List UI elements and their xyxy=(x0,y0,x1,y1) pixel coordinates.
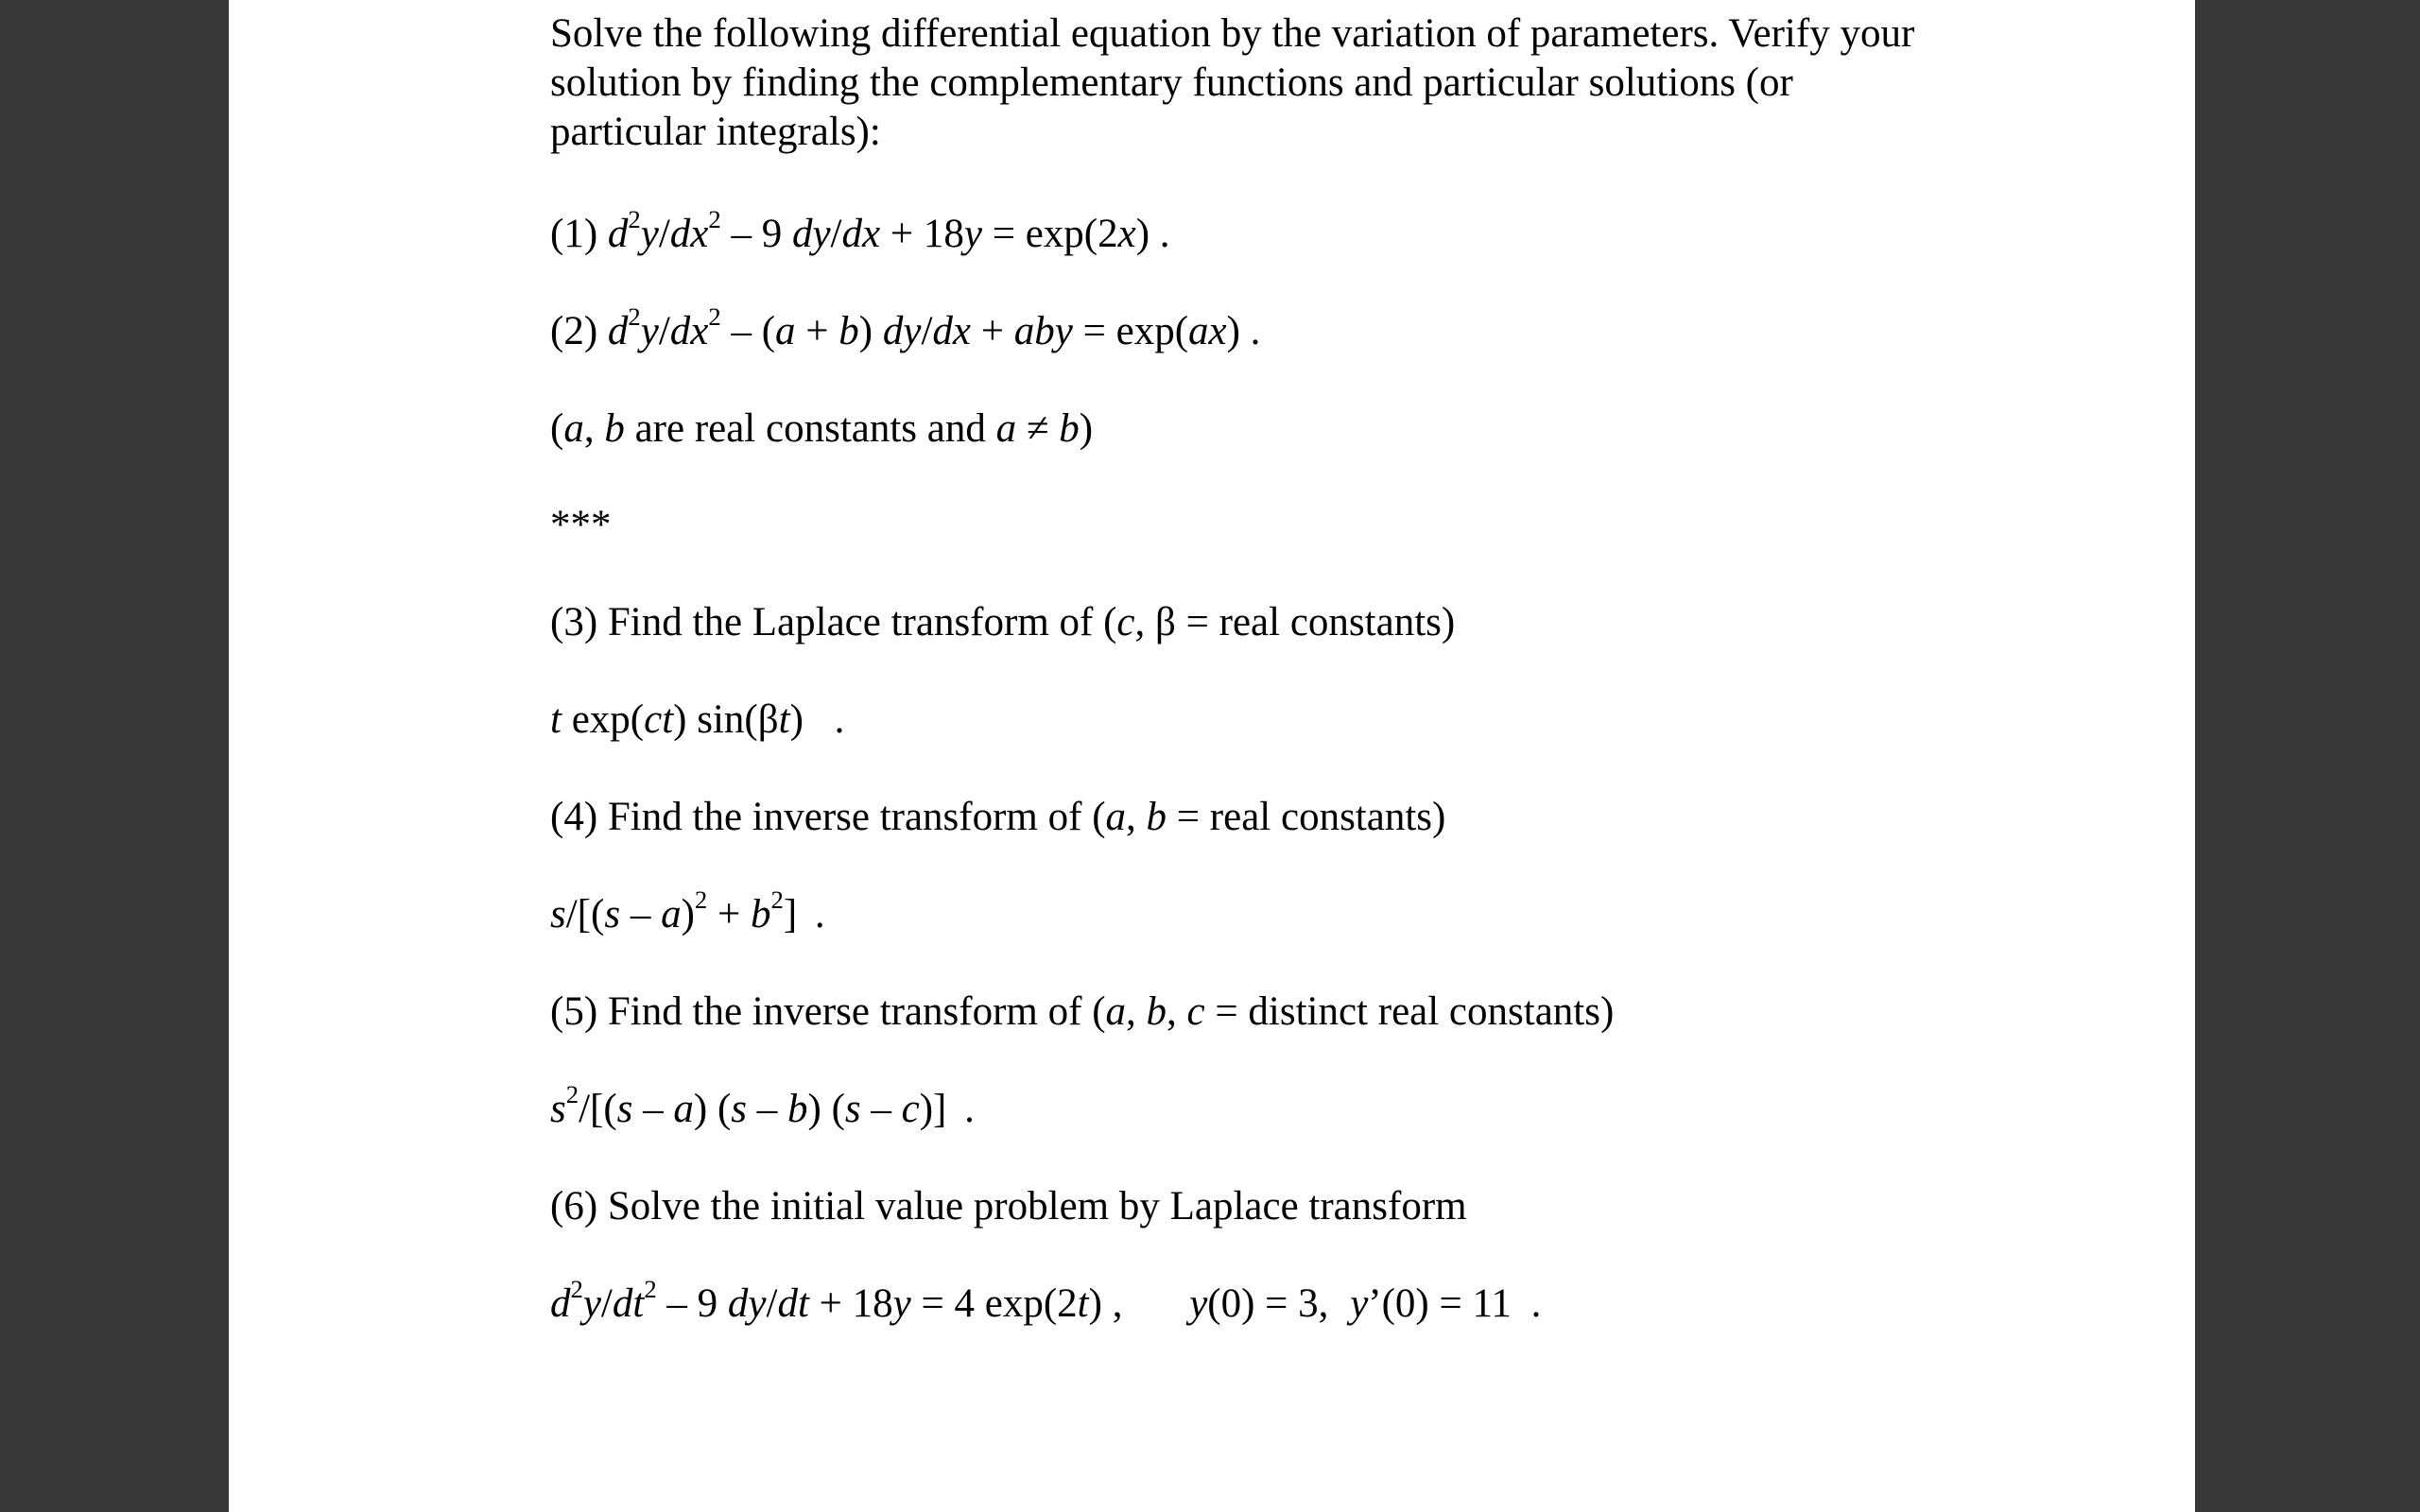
problem-6-label: (6) xyxy=(550,1184,598,1228)
problem-6-statement xyxy=(550,1182,1467,1231)
problem-2-equation: (2) $d^2y/dx^2 - (a + b) dy/dx$ + aby = exp(ax) . xyxy=(550,302,1261,353)
constants-note: (a, b are real constants and a ≠ b) xyxy=(550,406,1094,451)
problem-4-statement: (4) Find the inverse transform of (a, b = real constants) xyxy=(550,795,1446,839)
problem-3-label: (3) xyxy=(550,600,598,644)
intro-paragraph xyxy=(550,9,1930,157)
problem-5-text: Find the inverse transform of xyxy=(607,989,1082,1034)
problem-5-paren: distinct real constants) xyxy=(1248,989,1615,1034)
problem-2-label: (2) xyxy=(550,309,598,353)
problem-4-expression: $s/[(s - a)^2 + b^2]$ . xyxy=(550,885,825,936)
problem-1-equation: (1) $d^2y/dx^2 - 9$ dy/dx + 18y = exp(2x) . xyxy=(550,205,1170,256)
problem-4-label: (4) xyxy=(550,795,598,839)
problem-6-text: Solve the initial value problem by Laplace transform xyxy=(607,1184,1467,1228)
problem-1-label: (1) xyxy=(550,212,598,256)
problem-3-text: Find the Laplace transform of xyxy=(607,600,1094,644)
problem-3-statement: (3) Find the Laplace transform of (c, β = real constants) xyxy=(550,600,1456,644)
problem-6-equation: $d^2y/dt^2 - 9$ dy/dt + 18y = 4 exp(2t) , y(0) = 3, y’(0) = 11 . xyxy=(550,1275,1542,1326)
problem-5-expression: $s^2/[(s - a)$ (s – b) (s – c)] . xyxy=(550,1080,975,1131)
intro-text: Solve the following differential equation by the variation of parameters. Verify your solution by finding the complementary functions and particular solutions (or particular integrals): xyxy=(550,11,1915,154)
document-page xyxy=(229,0,2195,1512)
problem-4-paren: real constants) xyxy=(1209,795,1446,839)
problem-4-text: Find the inverse transform of xyxy=(607,795,1082,839)
problem-5-statement: (5) Find the inverse transform of (a, b, c = distinct real constants) xyxy=(550,989,1615,1034)
constants-note-text: are real constants and xyxy=(634,406,986,451)
problem-3-paren: real constants) xyxy=(1219,600,1456,644)
problem-5-label: (5) xyxy=(550,989,598,1034)
section-separator: *** xyxy=(550,503,612,547)
problem-3-expression: t exp(ct) sin(βt) . xyxy=(550,697,845,742)
